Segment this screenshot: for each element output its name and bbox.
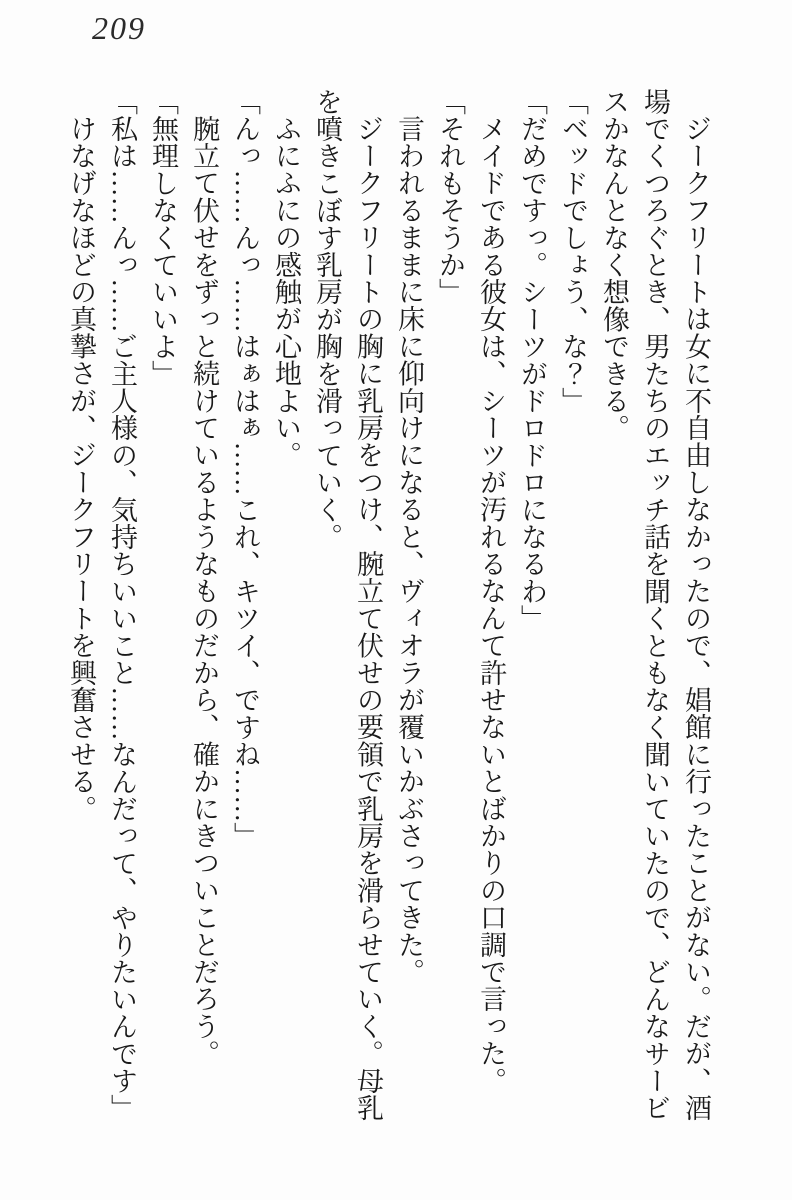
- text-line: ジークフリートは女に不自由しなかったので、娼館に行ったことがない。だが、酒: [681, 115, 711, 1122]
- text-line: 「無理しなくていいよ」: [148, 88, 178, 388]
- text-line: ふにふにの感触が心地よい。: [271, 115, 301, 469]
- text-line: スかなんとなく想像できる。: [599, 88, 629, 442]
- text-line: 「んっ……んっ……はぁはぁ……これ、キツイ、ですね……」: [230, 88, 260, 850]
- text-line: 「私は……んっ……ご主人様の、気持ちいいこと……なんだって、やりたいんです」: [107, 88, 137, 1122]
- vertical-text-block: [60, 88, 716, 1128]
- text-line: メイドである彼女は、シーツが汚れるなんて許せないとばかりの口調で言った。: [476, 115, 506, 1095]
- text-line: ジークフリートの胸に乳房をつけ、腕立て伏せの要領で乳房を滑らせていく。母乳: [353, 115, 383, 1122]
- text-line: 場でくつろぐとき、男たちのエッチ話を聞くともなく聞いていたので、どんなサービ: [640, 88, 670, 1122]
- text-line: 腕立て伏せをずっと続けているようなものだから、確かにきついことだろう。: [189, 115, 219, 1067]
- text-line: 「だめですっ。シーツがドロドロになるわ」: [517, 88, 547, 632]
- text-line: 「それもそうか」: [435, 88, 465, 306]
- page-number: 209: [92, 10, 146, 46]
- text-line: を噴きこぼす乳房が胸を滑っていく。: [312, 88, 342, 551]
- text-line: 「ベッドでしょう、な？」: [558, 88, 588, 415]
- text-line: けなげなほどの真摯さが、ジークフリートを興奮させる。: [66, 115, 96, 823]
- text-line: 言われるままに床に仰向けになると、ヴィオラが覆いかぶさってきた。: [394, 115, 424, 986]
